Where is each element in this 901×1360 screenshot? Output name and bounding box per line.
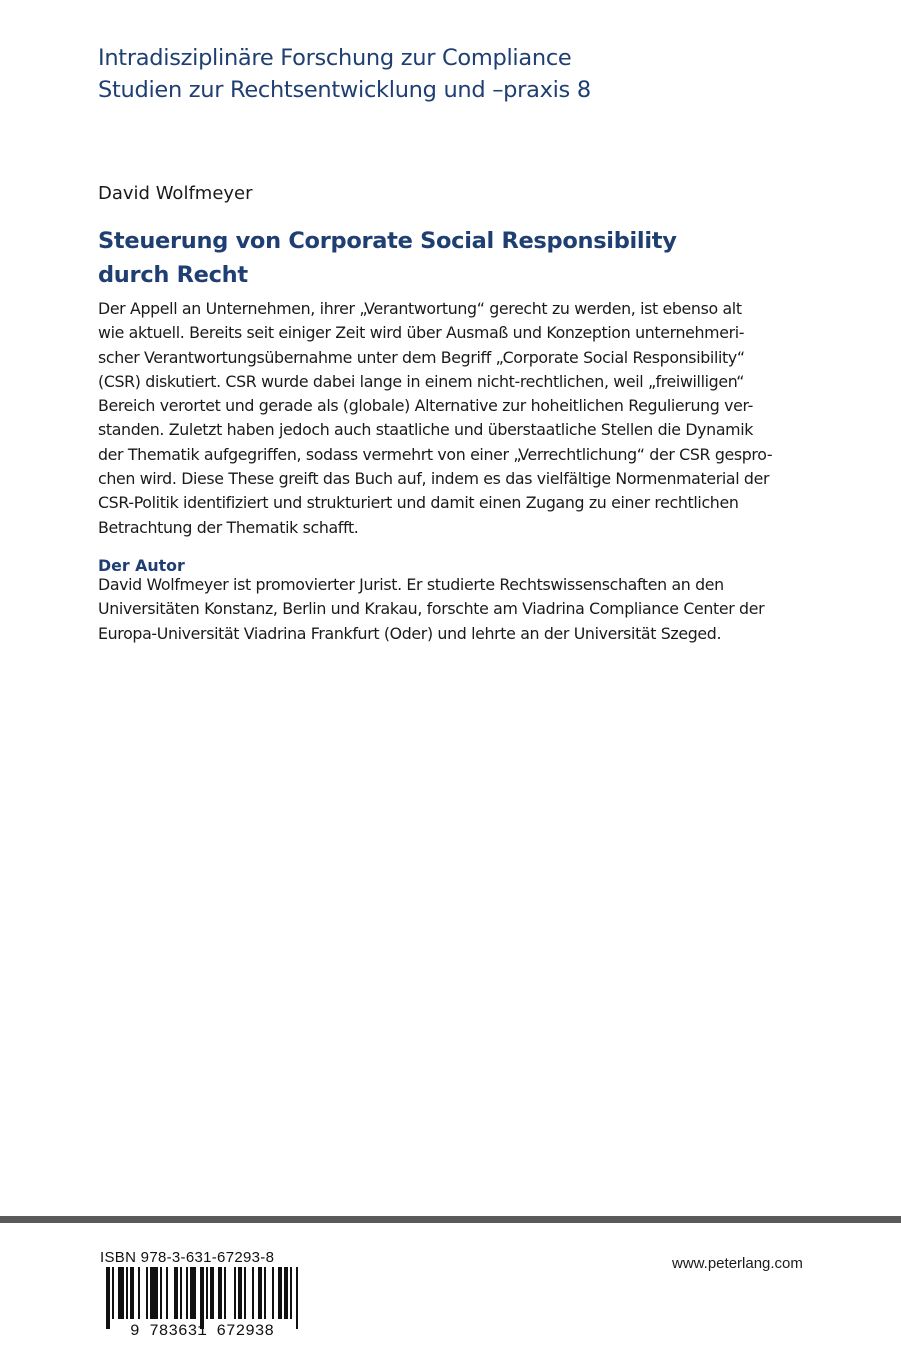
barcode-bar — [160, 1267, 162, 1319]
barcode-bar — [206, 1267, 208, 1319]
publisher-website[interactable]: www.peterlang.com — [672, 1255, 803, 1272]
barcode-bar — [224, 1267, 226, 1319]
barcode-bar — [146, 1267, 148, 1319]
blurb-line: (CSR) diskutiert. CSR wurde dabei lange in einem nicht-rechtlichen, weil „freiwilligen“ — [98, 371, 745, 391]
barcode-bar — [138, 1267, 140, 1319]
blurb-line: scher Verantwortungsübernahme unter dem Begriff „Corporate Social Responsibility“ — [98, 347, 745, 367]
author-bio — [98, 573, 778, 646]
barcode-bar — [218, 1267, 222, 1319]
blurb-line: chen wird. Diese These greift das Buch auf, indem es das vielfältige Normenmaterial der — [98, 469, 770, 489]
barcode-bar — [180, 1267, 182, 1319]
barcode-bar — [118, 1267, 124, 1319]
title-line-1: Steuerung von Corporate Social Responsibility — [98, 228, 677, 254]
author-bio-heading: Der Autor — [98, 556, 185, 575]
barcode-bar — [112, 1267, 114, 1319]
barcode-bar — [174, 1267, 178, 1319]
isbn-label: ISBN 978-3-631-67293-8 — [100, 1249, 275, 1266]
barcode-bar — [126, 1267, 128, 1319]
barcode-bar — [264, 1267, 266, 1319]
blurb-line: standen. Zuletzt haben jedoch auch staatliche und überstaatliche Stellen die Dynamik — [98, 420, 754, 440]
bio-line: Universitäten Konstanz, Berlin und Krakau, forschte am Viadrina Compliance Center der — [98, 599, 765, 619]
barcode-bar — [190, 1267, 196, 1319]
barcode-digits: 9 783631 672938 — [129, 1322, 275, 1337]
barcode-bar — [258, 1267, 262, 1319]
barcode-bar — [238, 1267, 242, 1319]
barcode-bar — [252, 1267, 254, 1319]
blurb-line: CSR-Politik identifiziert und strukturiert und damit einen Zugang zu einer rechtlichen — [98, 493, 739, 513]
barcode-bar — [284, 1267, 288, 1319]
barcode-bar — [150, 1267, 158, 1319]
barcode-bar — [186, 1267, 188, 1319]
blurb-line: wie aktuell. Bereits seit einiger Zeit wird über Ausmaß und Konzeption unternehmeri- — [98, 323, 745, 343]
isbn-barcode — [92, 1265, 312, 1337]
barcode-bar — [278, 1267, 282, 1319]
blurb-line: der Thematik aufgegriffen, sodass vermehrt von einer „Verrechtlichung“ der CSR gespro- — [98, 444, 773, 464]
barcode-bar — [200, 1267, 204, 1329]
barcode-bar — [130, 1267, 134, 1319]
blurb-line: Bereich verortet und gerade als (globale) Alternative zur hoheitlichen Regulierung ver- — [98, 396, 753, 416]
barcode-bar — [166, 1267, 168, 1319]
blurb-paragraph — [98, 297, 773, 540]
barcode-bar — [210, 1267, 214, 1319]
blurb-line: Betrachtung der Thematik schafft. — [98, 517, 359, 537]
bio-line: Europa-Universität Viadrina Frankfurt (Oder) und lehrte an der Universität Szeged. — [98, 623, 722, 643]
barcode-bar — [244, 1267, 246, 1319]
footer-divider — [0, 1216, 901, 1223]
barcode-bar — [290, 1267, 292, 1319]
blurb-line: Der Appell an Unternehmen, ihrer „Verantwortung“ gerecht zu werden, ist ebenso alt — [98, 299, 742, 318]
barcode-bar — [296, 1267, 298, 1329]
barcode-bar — [272, 1267, 274, 1319]
title-line-2: durch Recht — [98, 262, 248, 288]
series-line-1: Intradisziplinäre Forschung zur Compliance — [98, 45, 572, 71]
barcode-bar — [106, 1267, 110, 1329]
author-name: David Wolfmeyer — [98, 183, 253, 204]
barcode-bars — [106, 1267, 298, 1329]
series-title — [98, 42, 591, 106]
barcode-bar — [234, 1267, 236, 1319]
book-title — [98, 224, 677, 292]
bio-line: David Wolfmeyer ist promovierter Jurist. Er studierte Rechtswissenschaften an den — [98, 575, 724, 594]
series-line-2: Studien zur Rechtsentwicklung und –praxis 8 — [98, 77, 591, 103]
